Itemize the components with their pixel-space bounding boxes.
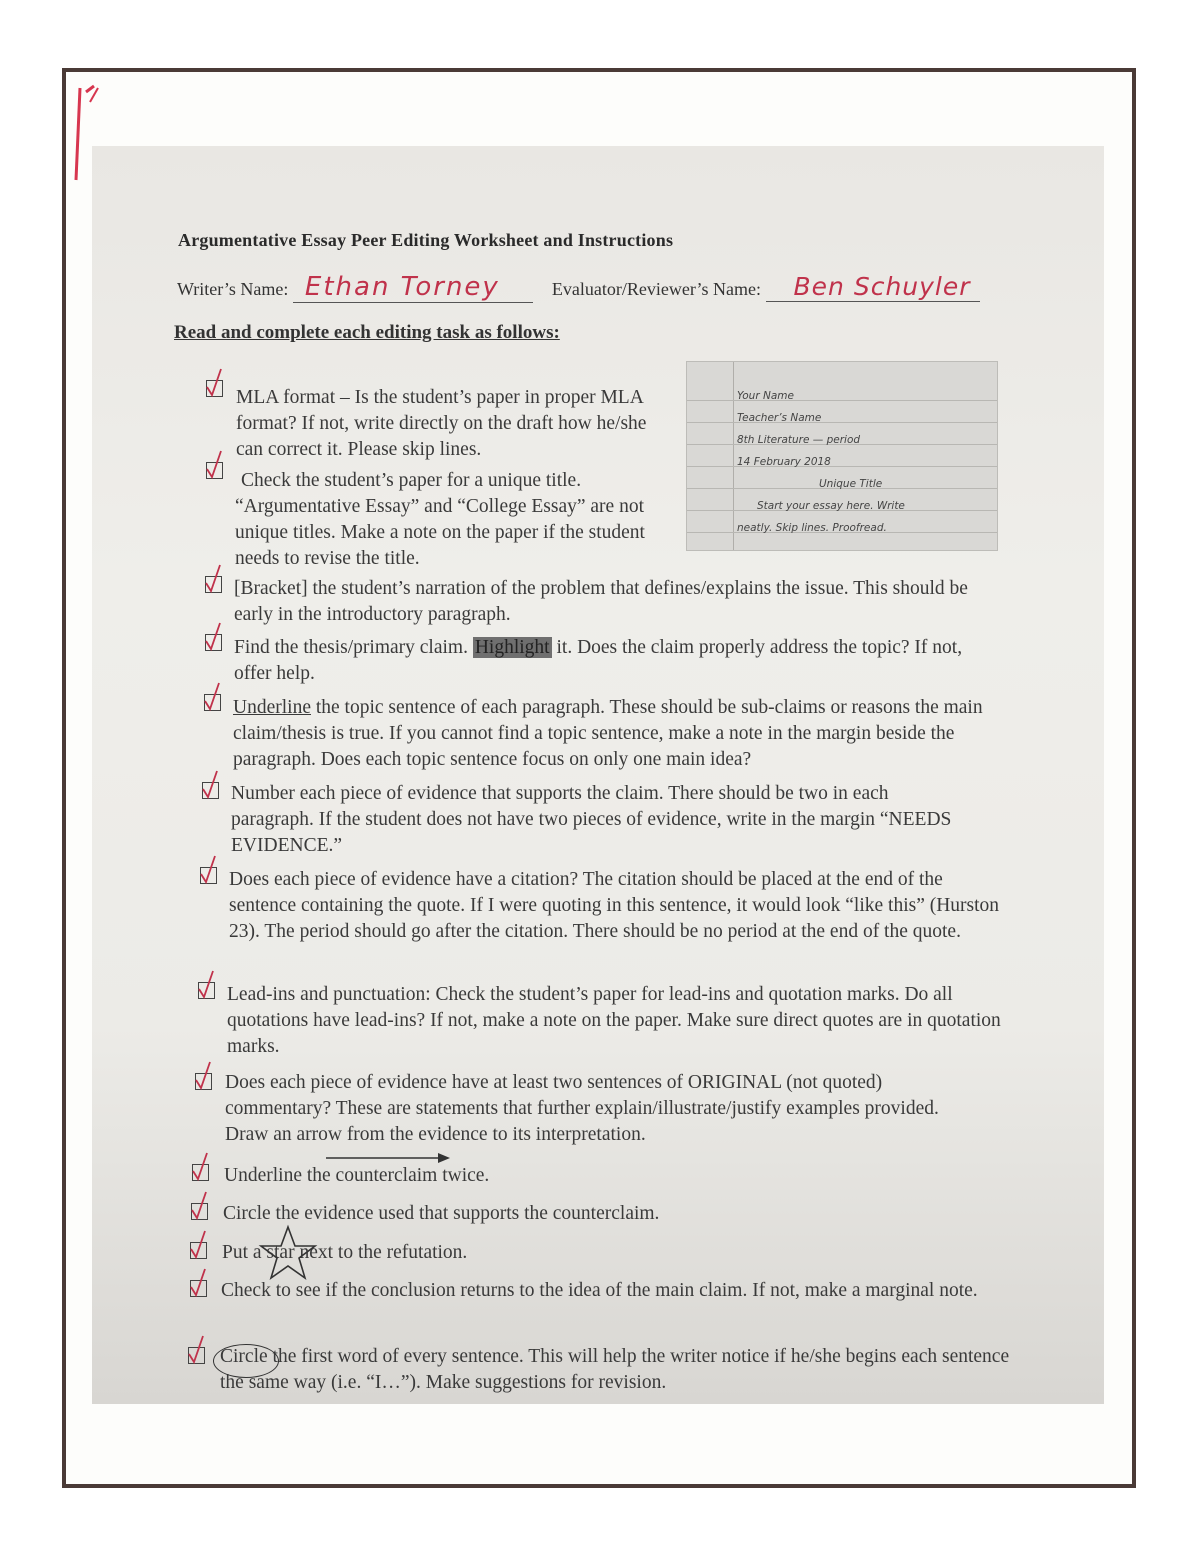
task-text: Underline the counterclaim twice. [224, 1165, 490, 1186]
task-text: it. Does the claim properly address the topic? If not, offer help. [234, 637, 963, 684]
task-text: Lead-ins and punctuation: Check the student’s paper for lead-ins and quotation marks. Do all quotations have lead-ins? If not, make a note on the paper. Make sure direct quotes are in quotation marks. [227, 984, 1001, 1057]
task-text: Number each piece of evidence that supports the claim. There should be two in each paragraph. If the student does not have two pieces of evidence, write in the margin “NEEDS EVIDENCE.” [231, 783, 952, 856]
task-checkbox[interactable] [205, 634, 222, 651]
task-checkbox[interactable] [190, 1242, 207, 1259]
task-text: Does each piece of evidence have at least two sentences of ORIGINAL (not quoted) commentary? These are statements that further explain/illustrate/justify examples provided. Draw an arrow from the evidence to its interpretation. [225, 1072, 939, 1145]
margin-line [733, 362, 734, 550]
task-text: Circle the first word of every sentence. This will help the writer notice if he/she begins each sentence the same way (i.e. “I…”). Make suggestions for revision. [220, 1346, 1010, 1393]
mla-format-example [686, 361, 998, 551]
red-pen-mark [72, 80, 102, 190]
task-text: Does each piece of evidence have a citation? The citation should be placed at the end of the sentence containing the quote. If I were quoting in this sentence, it would look “like this” (Hurston 23). The period should go after the citation. There should be no period at the end of the quote. [229, 869, 1000, 942]
task-item [224, 1163, 984, 1189]
task-checkbox[interactable] [191, 1203, 208, 1220]
task-checkbox[interactable] [205, 576, 222, 593]
task-text: MLA format – Is the student’s paper in proper MLA format? If not, write directly on the draft how he/she can correct it. Please skip lines. [236, 387, 647, 460]
writer-name-field[interactable]: Ethan Torney [293, 272, 533, 303]
task-text: Check to see if the conclusion returns to the idea of the main claim. If not, make a marginal note. [221, 1280, 978, 1301]
task-checkbox[interactable] [198, 982, 215, 999]
task-checkbox[interactable] [202, 782, 219, 799]
task-item [221, 1278, 981, 1304]
task-item [225, 1070, 985, 1148]
mla-line: Start your essay here. Write [757, 500, 905, 512]
highlighted-word: Highlight [474, 637, 550, 658]
task-text: Circle the evidence used that supports the counterclaim. [223, 1203, 660, 1224]
task-item [234, 576, 994, 628]
ruled-line [687, 466, 997, 467]
task-text: Put a star next to the refutation. [222, 1242, 468, 1263]
mla-line: Unique Title [819, 478, 883, 490]
task-checkbox[interactable] [195, 1073, 212, 1090]
task-item [234, 635, 1004, 687]
task-item [222, 1240, 982, 1266]
task-checkbox[interactable] [190, 1280, 207, 1297]
instructions-heading: Read and complete each editing task as follows: [174, 322, 560, 343]
task-checkbox[interactable] [204, 694, 221, 711]
task-item [227, 982, 1022, 1060]
mla-line: Your Name [737, 390, 794, 402]
task-text: [Bracket] the student’s narration of the problem that defines/explains the issue. This should be early in the introductory paragraph. [234, 578, 968, 625]
task-checkbox[interactable] [188, 1347, 205, 1364]
task-checkbox[interactable] [206, 462, 223, 479]
reviewer-label: Evaluator/Reviewer’s Name: [551, 279, 761, 299]
task-text: the topic sentence of each paragraph. These should be sub-claims or reasons the main claim/thesis is true. If you cannot find a topic sentence, make a note in the margin beside the paragraph. Does each topic sentence focus on only one main idea? [233, 697, 983, 770]
task-checkbox[interactable] [206, 380, 223, 397]
task-text: Find the thesis/primary claim. [234, 637, 473, 658]
mla-line: 14 February 2018 [737, 456, 831, 468]
task-item [220, 1344, 1010, 1396]
task-item [229, 867, 1004, 945]
reviewer-name-field[interactable]: Ben Schuyler [766, 272, 980, 302]
mla-line: 8th Literature — period [737, 434, 861, 446]
underlined-word: Underline [233, 697, 311, 718]
task-item [233, 695, 993, 773]
task-checkbox[interactable] [200, 867, 217, 884]
task-text: Check the student’s paper for a unique title. “Argumentative Essay” and “College Essay” are not unique titles. Make a note on the paper if the student needs to revise the title. [235, 470, 645, 569]
mla-line: Teacher’s Name [737, 412, 822, 424]
task-item [231, 781, 971, 859]
task-checkbox[interactable] [192, 1164, 209, 1181]
ruled-line [687, 422, 997, 423]
hand-drawn-star [258, 1224, 318, 1282]
task-item [223, 1201, 983, 1227]
worksheet-title: Argumentative Essay Peer Editing Worksheet and Instructions [178, 230, 674, 250]
name-fields [177, 272, 980, 303]
hand-drawn-circle [213, 1344, 279, 1378]
ruled-line [687, 400, 997, 401]
mla-line: neatly. Skip lines. Proofread. [737, 522, 887, 534]
writer-label: Writer’s Name: [177, 279, 289, 299]
task-item [236, 385, 656, 463]
task-item [235, 468, 665, 572]
